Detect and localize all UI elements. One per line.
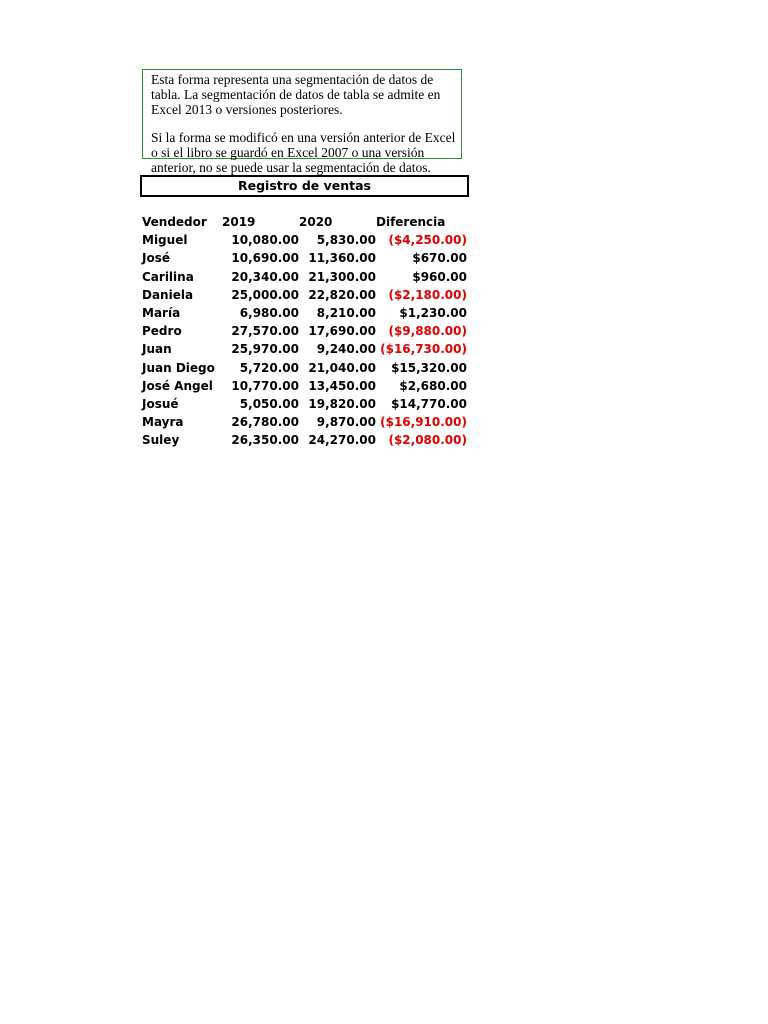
sales-2019-cell[interactable]: 27,570.00	[231, 324, 299, 339]
sales-2020-cell[interactable]: 22,820.00	[308, 287, 376, 302]
difference-cell[interactable]: $15,320.00	[391, 360, 467, 375]
difference-cell[interactable]: ($4,250.00)	[388, 233, 467, 248]
vendor-name-cell[interactable]: Pedro	[142, 324, 182, 339]
table-row	[142, 286, 467, 304]
difference-cell[interactable]: $2,680.00	[399, 378, 467, 393]
table-row	[142, 359, 467, 377]
table-row	[142, 268, 467, 286]
table-row	[142, 304, 467, 322]
sheet-title: Registro de ventas	[237, 178, 371, 193]
table-row	[142, 231, 467, 249]
sales-2020-cell[interactable]: 21,300.00	[308, 269, 376, 284]
sales-2020-cell[interactable]: 24,270.00	[308, 433, 376, 448]
difference-cell[interactable]: $1,230.00	[399, 306, 467, 321]
table-row	[142, 249, 467, 267]
header-2019[interactable]: 2019	[222, 215, 256, 230]
sales-2020-cell[interactable]: 9,240.00	[316, 342, 376, 357]
vendor-name-cell[interactable]: Juan Diego	[142, 360, 215, 375]
sales-2019-cell[interactable]: 26,780.00	[231, 415, 299, 430]
sales-2020-cell[interactable]: 13,450.00	[308, 378, 376, 393]
difference-cell[interactable]: ($2,180.00)	[388, 287, 467, 302]
vendor-name-cell[interactable]: María	[142, 306, 181, 321]
sales-2019-cell[interactable]: 10,690.00	[231, 251, 299, 266]
sales-2019-cell[interactable]: 25,000.00	[231, 287, 299, 302]
vendor-name-cell[interactable]: Josué	[142, 396, 179, 411]
slicer-notice-paragraph-2: Si la forma se modificó en una versión anterior de Excel o si el libro se guardó en Excel 2007 o una versión anterior, no se puede usar la segmentación de datos.	[151, 130, 456, 175]
sales-2019-cell[interactable]: 25,970.00	[231, 342, 299, 357]
sales-table	[142, 213, 467, 449]
vendor-name-cell[interactable]: Daniela	[142, 287, 194, 302]
sales-2019-cell[interactable]: 5,720.00	[239, 360, 299, 375]
difference-cell[interactable]: $670.00	[412, 251, 467, 266]
slicer-notice-paragraph-1: Esta forma representa una segmentación de datos de tabla. La segmentación de datos de tabla se admite en Excel 2013 o versiones posteriores.	[151, 72, 441, 117]
header-vendedor[interactable]: Vendedor	[142, 215, 207, 230]
vendor-name-cell[interactable]: Mayra	[142, 415, 184, 430]
vendor-name-cell[interactable]: Carilina	[142, 269, 194, 284]
table-row	[142, 322, 467, 340]
sales-2020-cell[interactable]: 9,870.00	[316, 415, 376, 430]
table-header-row	[142, 213, 467, 231]
vendor-name-cell[interactable]: José	[142, 251, 170, 266]
sales-2020-cell[interactable]: 21,040.00	[308, 360, 376, 375]
sales-2019-cell[interactable]: 5,050.00	[239, 396, 299, 411]
vendor-name-cell[interactable]: Suley	[142, 433, 180, 448]
sales-2020-cell[interactable]: 19,820.00	[308, 396, 376, 411]
sales-2019-cell[interactable]: 26,350.00	[231, 433, 299, 448]
table-row	[142, 377, 467, 395]
header-diferencia[interactable]: Diferencia	[376, 215, 446, 230]
sales-2020-cell[interactable]: 8,210.00	[316, 306, 376, 321]
sales-2019-cell[interactable]: 6,980.00	[239, 306, 299, 321]
sales-2020-cell[interactable]: 11,360.00	[308, 251, 376, 266]
sales-2019-cell[interactable]: 10,080.00	[231, 233, 299, 248]
vendor-name-cell[interactable]: José Angel	[142, 378, 213, 393]
table-row	[142, 395, 467, 413]
table-row	[142, 413, 467, 431]
difference-cell[interactable]: $960.00	[412, 269, 467, 284]
vendor-name-cell[interactable]: Miguel	[142, 233, 188, 248]
vendor-name-cell[interactable]: Juan	[142, 342, 172, 357]
sales-2019-cell[interactable]: 10,770.00	[231, 378, 299, 393]
header-2020[interactable]: 2020	[299, 215, 333, 230]
sales-2019-cell[interactable]: 20,340.00	[231, 269, 299, 284]
table-row	[142, 340, 467, 358]
difference-cell[interactable]: $14,770.00	[391, 396, 467, 411]
difference-cell[interactable]: ($16,730.00)	[380, 342, 467, 357]
sales-2020-cell[interactable]: 17,690.00	[308, 324, 376, 339]
difference-cell[interactable]: ($9,880.00)	[388, 324, 467, 339]
slicer-notice	[151, 72, 456, 175]
difference-cell[interactable]: ($16,910.00)	[380, 415, 467, 430]
table-row	[142, 431, 467, 449]
sales-2020-cell[interactable]: 5,830.00	[316, 233, 376, 248]
difference-cell[interactable]: ($2,080.00)	[388, 433, 467, 448]
